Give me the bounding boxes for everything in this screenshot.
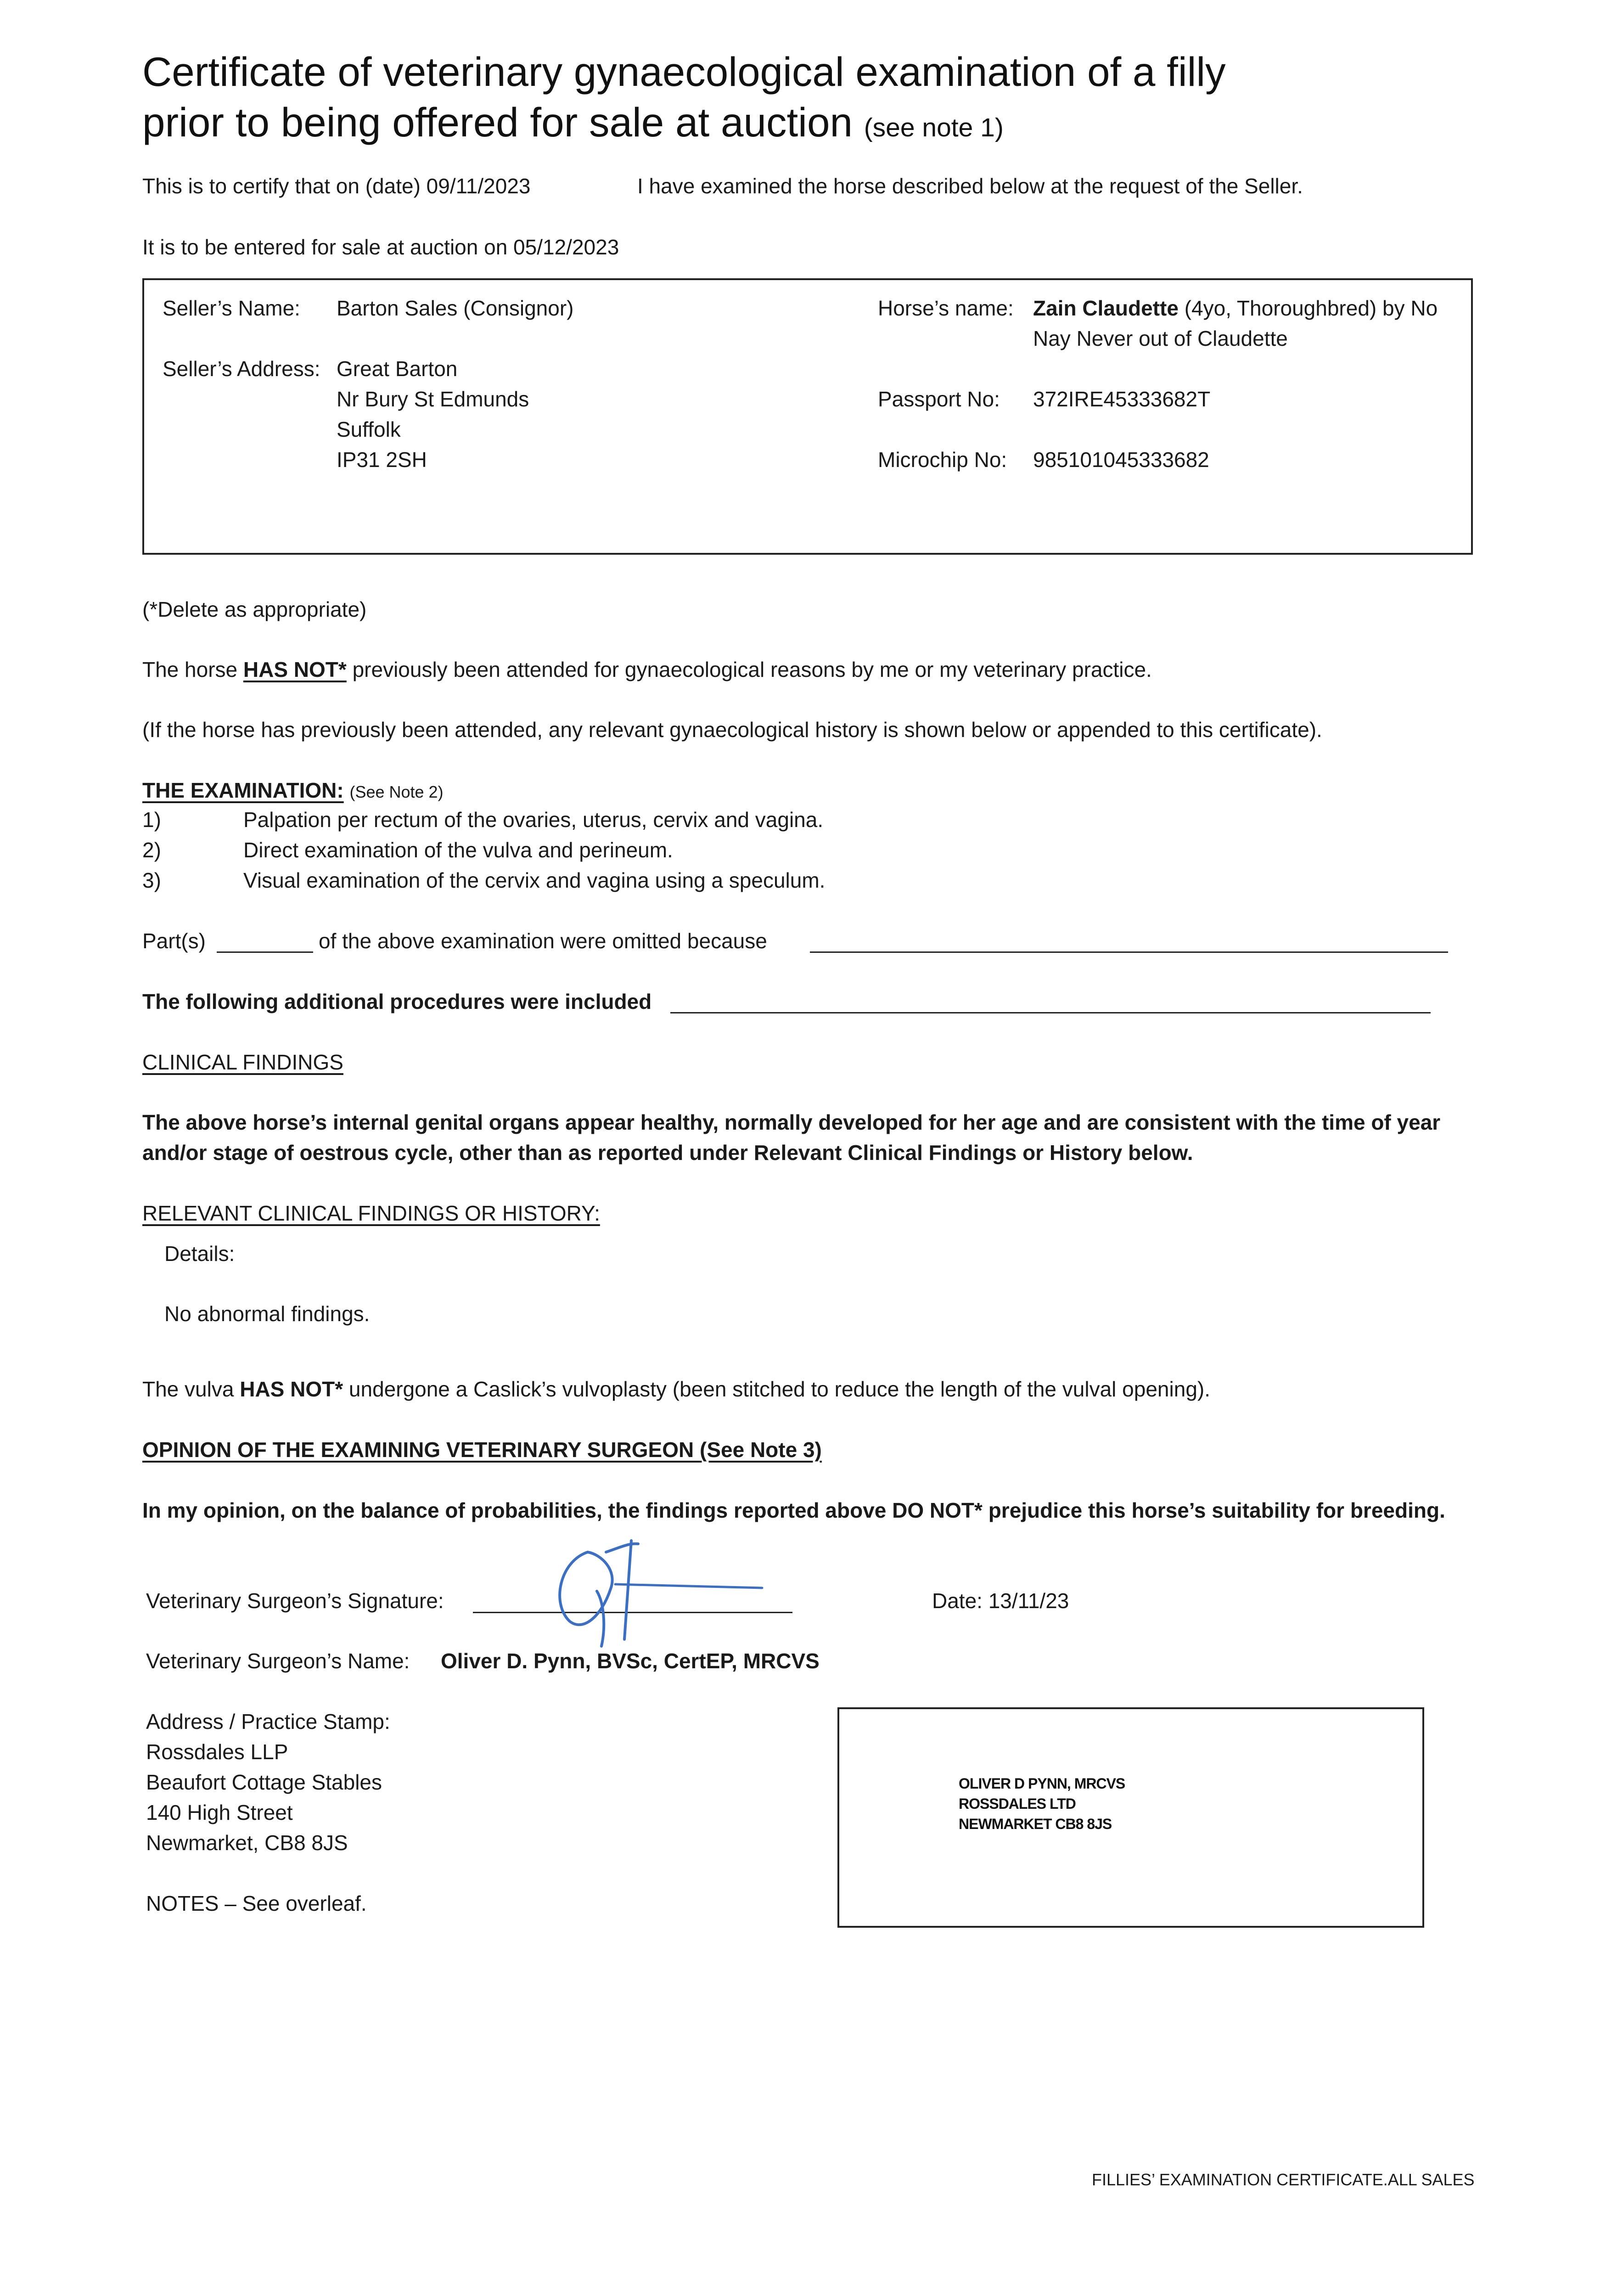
omitted-reason-blank — [810, 951, 1448, 953]
horse-name-line — [1033, 293, 1438, 323]
vulva-statement — [142, 1374, 1210, 1404]
exam-item-text: Visual examination of the cervix and vagina using a speculum. — [243, 868, 826, 892]
details-label: Details: — [164, 1242, 235, 1266]
seller-name-label: Seller’s Name: — [163, 296, 300, 320]
practice-address-line: Beaufort Cottage Stables — [146, 1770, 382, 1794]
exam-item-number: 3) — [142, 868, 161, 892]
signature-label: Veterinary Surgeon’s Signature: — [146, 1589, 444, 1613]
practice-address-line: Rossdales LLP — [146, 1740, 288, 1764]
horse-details: (4yo, Thoroughbred) by No — [1184, 296, 1438, 320]
practice-address-line: 140 High Street — [146, 1801, 293, 1824]
clinical-statement-line-2: and/or stage of oestrous cycle, other than as reported under Relevant Clinical Findings or History below. — [142, 1141, 1193, 1165]
footer-label: FILLIES’ EXAMINATION CERTIFICATE.ALL SALES — [1092, 2170, 1475, 2189]
vulva-prefix: The vulva — [142, 1377, 234, 1401]
handwritten-signature — [533, 1534, 790, 1653]
seller-address-line: Suffolk — [337, 417, 401, 441]
seller-address-line: Nr Bury St Edmunds — [337, 387, 529, 411]
practice-address-line: Newmarket, CB8 8JS — [146, 1831, 348, 1855]
seller-address-line: Great Barton — [337, 357, 458, 381]
opinion-statement: In my opinion, on the balance of probabilities, the findings reported above DO NOT* prejudice this horse’s suitability for breeding. — [142, 1498, 1445, 1522]
details-text: No abnormal findings. — [164, 1302, 370, 1326]
opinion-heading: OPINION OF THE EXAMINING VETERINARY SURGEON (See Note 3) — [142, 1438, 822, 1462]
microchip-number: 985101045333682 — [1033, 448, 1209, 472]
stamp-line: NEWMARKET CB8 8JS — [959, 1816, 1112, 1832]
exam-item-number: 1) — [142, 808, 161, 832]
page-title — [142, 46, 1226, 97]
practice-stamp — [959, 1773, 1125, 1834]
passport-label: Passport No: — [878, 387, 1000, 411]
certify-auction: It is to be entered for sale at auction on 05/12/2023 — [142, 235, 619, 259]
surgeon-name-label: Veterinary Surgeon’s Name: — [146, 1649, 410, 1673]
attended-suffix: previously been attended for gynaecological reasons by me or my veterinary practice. — [352, 658, 1152, 681]
examination-heading-line — [142, 775, 444, 807]
passport-number: 372IRE45333682T — [1033, 387, 1211, 411]
signature-date: Date: 13/11/23 — [932, 1589, 1069, 1613]
title-line-1: Certificate of veterinary gynaecological examination of a filly — [142, 49, 1226, 95]
examination-heading: THE EXAMINATION: — [142, 778, 344, 802]
surgeon-name: Oliver D. Pynn, BVSc, CertEP, MRCVS — [441, 1649, 820, 1673]
attended-statement — [142, 654, 1152, 685]
exam-item-text: Direct examination of the vulva and perineum. — [243, 838, 673, 862]
history-note: (If the horse has previously been attended, any relevant gynaecological history is shown below or appended to this certificate). — [142, 718, 1322, 742]
horse-name-label: Horse’s name: — [878, 296, 1014, 320]
title-note: (see note 1) — [864, 113, 1004, 142]
title-line-2: prior to being offered for sale at auction — [142, 99, 853, 145]
stamp-line: ROSSDALES LTD — [959, 1795, 1076, 1812]
certify-examined: I have examined the horse described below at the request of the Seller. — [637, 174, 1303, 198]
stamp-line: OLIVER D PYNN, MRCVS — [959, 1775, 1125, 1792]
certify-intro: This is to certify that on (date) 09/11/2023 — [142, 174, 531, 198]
seller-address-line: IP31 2SH — [337, 448, 427, 472]
relevant-heading: RELEVANT CLINICAL FINDINGS OR HISTORY: — [142, 1201, 600, 1225]
omitted-parts-blank — [217, 951, 313, 953]
clinical-heading: CLINICAL FINDINGS — [142, 1050, 343, 1074]
practice-label: Address / Practice Stamp: — [146, 1710, 390, 1733]
horse-details-line-2: Nay Never out of Claudette — [1033, 326, 1288, 350]
page-title-line-2 — [142, 96, 1004, 153]
exam-item-number: 2) — [142, 838, 161, 862]
vulva-status: HAS NOT* — [240, 1377, 343, 1401]
microchip-label: Microchip No: — [878, 448, 1007, 472]
additional-procedures-blank — [670, 1012, 1431, 1013]
delete-note: (*Delete as appropriate) — [142, 597, 367, 621]
attended-status: HAS NOT* — [243, 658, 347, 681]
clinical-statement-line-1: The above horse’s internal genital organs appear healthy, normally developed for her age and are consistent with the time of year — [142, 1110, 1441, 1134]
exam-item-text: Palpation per rectum of the ovaries, uterus, cervix and vagina. — [243, 808, 824, 832]
vulva-suffix: undergone a Caslick’s vulvoplasty (been stitched to reduce the length of the vulval opening). — [348, 1377, 1211, 1401]
seller-address-label: Seller’s Address: — [163, 357, 320, 381]
additional-procedures: The following additional procedures were included — [142, 990, 652, 1013]
omitted-suffix: of the above examination were omitted because — [319, 929, 767, 953]
attended-prefix: The horse — [142, 658, 238, 681]
horse-name: Zain Claudette — [1033, 296, 1179, 320]
omitted-prefix: Part(s) — [142, 929, 206, 953]
notes-reference: NOTES – See overleaf. — [146, 1891, 367, 1915]
practice-stamp-box — [837, 1707, 1424, 1928]
examination-note: (See Note 2) — [349, 782, 444, 801]
seller-name: Barton Sales (Consignor) — [337, 296, 574, 320]
